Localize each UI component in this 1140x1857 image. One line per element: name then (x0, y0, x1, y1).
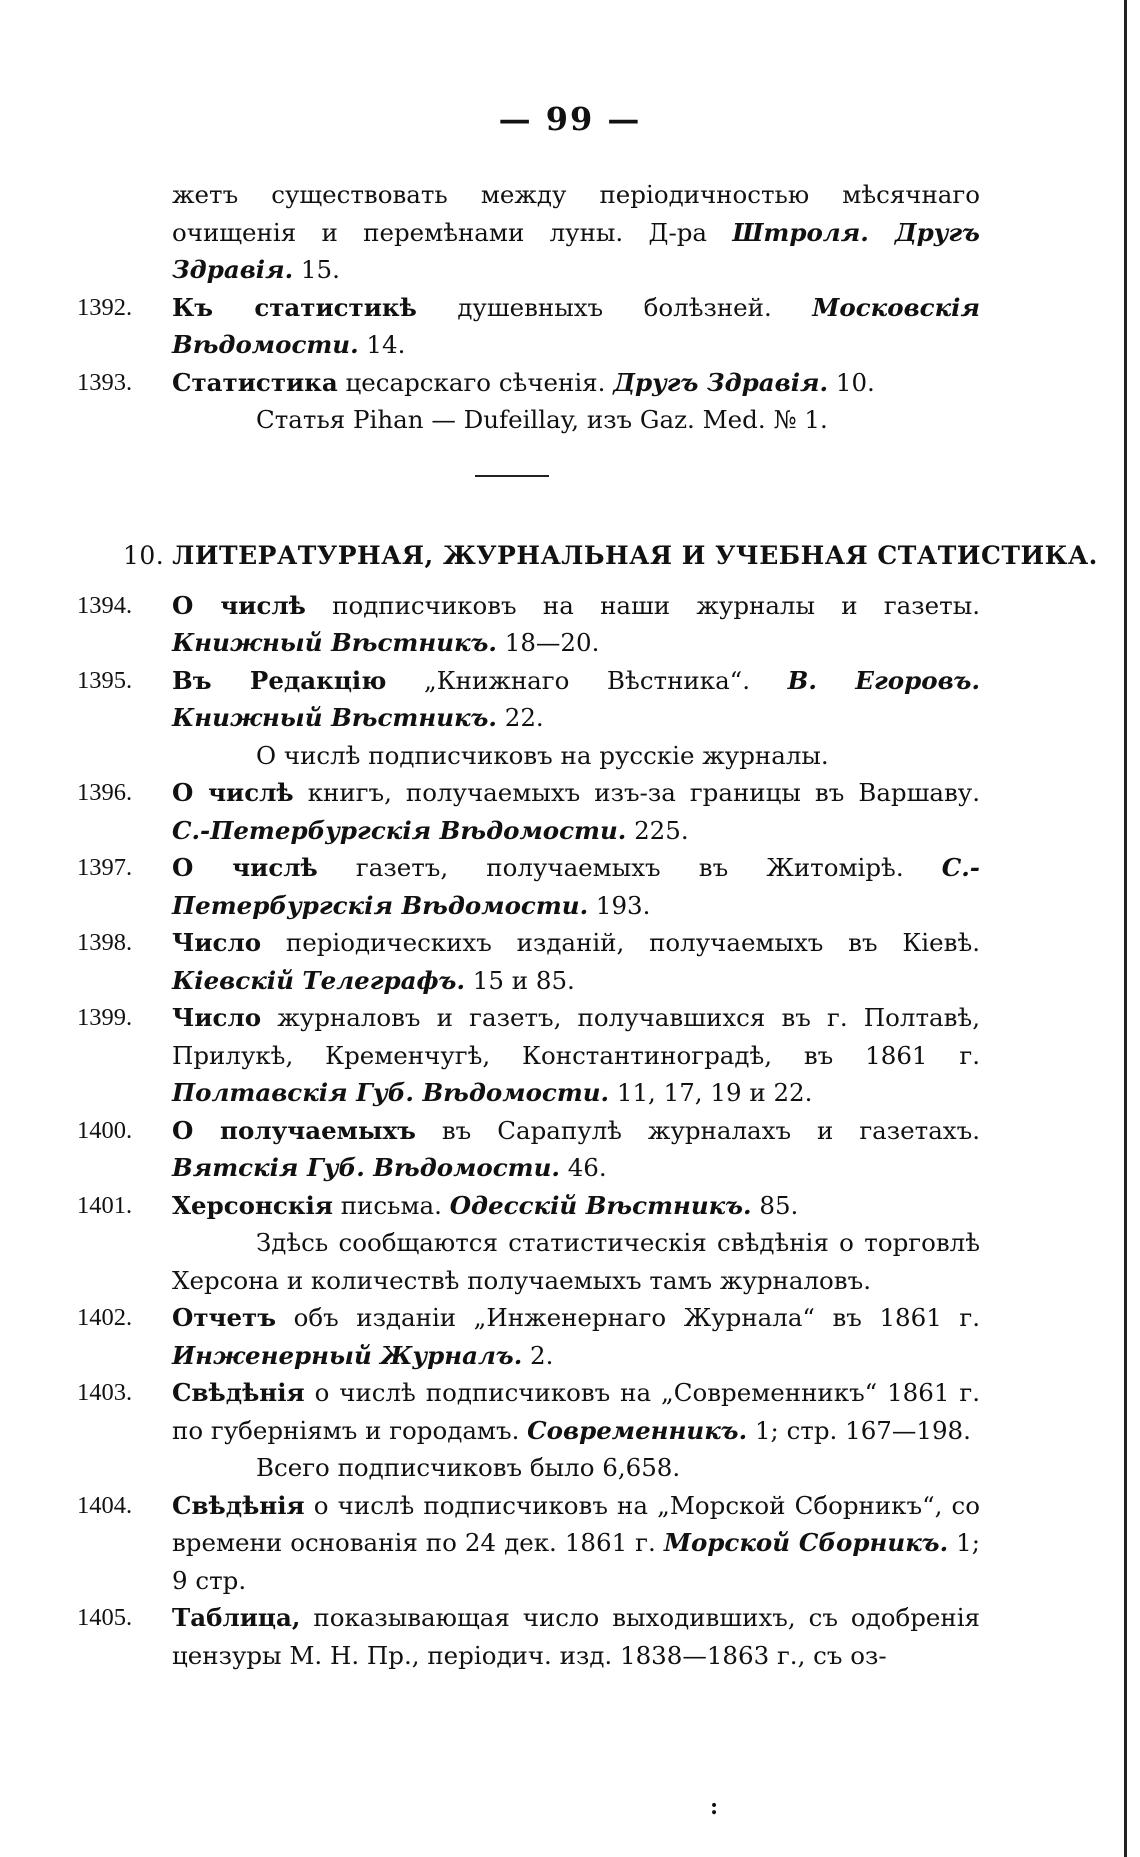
entry-body: объ изданіи „Инженернаго Журнала“ въ 1861 г. (276, 1303, 980, 1332)
entry-title: О числѣ (172, 590, 306, 620)
entry-title: О числѣ (172, 778, 294, 807)
entry-title: Къ статистикѣ (172, 292, 417, 322)
section-heading (123, 537, 1140, 575)
entry-tail: 193. (588, 890, 651, 920)
entry-source: С.-Петербургскія Вѣдомости. (172, 815, 627, 845)
entry-body: журналовъ и газетъ, получавшихся въ г. Полтавѣ, Прилукѣ, Кременчугѣ, Константиноградѣ, въ 1861 г. (172, 1003, 980, 1070)
heading-gap (0, 575, 1140, 587)
entry-source: Полтавскія Губ. Вѣдомости. (172, 1078, 610, 1107)
entry-number: 1399. (77, 1004, 133, 1031)
entry-title: Отчетъ (172, 1303, 277, 1332)
entry-1401 (0, 1187, 980, 1225)
entry-body: періодическихъ изданій, получаемыхъ въ Кіевѣ. (261, 928, 980, 957)
entry-1396 (0, 774, 980, 849)
entry-title: О получаемыхъ (172, 1115, 416, 1145)
entry-1394 (0, 587, 980, 662)
continuation-text: жетъ существовать между періодичностью мѣсячнаго очищенія и перемѣнами луны. Д-ра (172, 180, 980, 247)
entry-1395 (0, 662, 980, 737)
entry-source: Одесскій Вѣстникъ. (449, 1190, 752, 1220)
entry-source: В. Егоровъ. Книжный Вѣстникъ. (172, 665, 980, 732)
entry-body: „Книжнаго Вѣстника“. (386, 665, 788, 695)
entry-body: о числѣ подписчиковъ на „Современникъ“ 1861 г. по губерніямъ и городамъ. (172, 1378, 980, 1445)
section-title: ЛИТЕРАТУРНАЯ, ЖУРНАЛЬНАЯ И УЧЕБНАЯ СТАТИСТИКА. (172, 540, 1098, 570)
entry-1400 (0, 1112, 980, 1187)
entry-1405 (0, 1599, 980, 1674)
entry-1404 (0, 1487, 980, 1600)
entry-1398 (0, 924, 980, 999)
section-divider (475, 475, 549, 477)
section-number: 10. (123, 540, 165, 570)
entry-title: Херсонскія (172, 1190, 333, 1220)
entry-title: Въ Редакцію (172, 665, 387, 695)
entry-number: 1401. (77, 1191, 133, 1219)
continuation-source: Штроля. Другъ Здравія. (172, 217, 980, 284)
continuation-paragraph (0, 176, 980, 289)
entry-1399 (0, 999, 980, 1112)
entry-tail: 22. (496, 703, 544, 732)
entry-tail: 2. (522, 1340, 554, 1370)
entry-tail: 18—20. (496, 628, 600, 657)
entry-tail: 15 и 85. (464, 965, 575, 995)
entry-1397 (0, 849, 980, 924)
page-number: — 99 — (498, 100, 642, 138)
entry-title: Число (172, 928, 262, 957)
entry-source: Современникъ. (527, 1415, 748, 1445)
entry-1393 (0, 364, 980, 402)
entry-number: 1398. (77, 929, 133, 956)
entry-1402 (0, 1299, 980, 1374)
entry-tail: 1; 9 стр. (172, 1528, 980, 1595)
entry-tail: 46. (559, 1153, 607, 1182)
entry-number: 1393. (77, 368, 133, 396)
entry-number: 1402. (77, 1304, 133, 1331)
entry-number: 1404. (77, 1491, 133, 1519)
entry-tail: 10. (828, 367, 875, 397)
entry-body: душевныхъ болѣзней. (416, 292, 813, 322)
entry-body: газетъ, получаемыхъ въ Житомірѣ. (317, 853, 942, 882)
entry-body: въ Сарапулѣ журналахъ и газетахъ. (415, 1115, 980, 1145)
entry-1403-note: Всего подписчиковъ было 6,658. (256, 1453, 681, 1482)
entry-title: Свѣдѣнія (172, 1378, 305, 1407)
entry-tail: 11, 17, 19 и 22. (609, 1078, 813, 1107)
entry-1401-note: Здѣсь сообщаются статистическія свѣдѣнія о торговлѣ Херсона и количествѣ получаемыхъ тамъ журналовъ. (172, 1228, 980, 1295)
entry-body: показывающая число выходившихъ, съ одобренія цензуры М. Н. Пр., періодич. изд. 1838—1863 г., съ оз- (172, 1603, 980, 1670)
entry-1403 (0, 1374, 980, 1449)
entry-source: С.-Петербургскія Вѣдомости. (172, 853, 980, 920)
entry-tail: 14. (358, 330, 406, 359)
page-body (0, 176, 1140, 1674)
entry-body: цесарскаго сѣченія. (337, 367, 614, 397)
entry-1395-note: О числѣ подписчиковъ на русскіе журналы. (256, 740, 829, 770)
entry-number: 1403. (77, 1379, 133, 1406)
footer-mark: : (710, 1794, 719, 1820)
entry-body: подписчиковъ на наши журналы и газеты. (305, 590, 980, 620)
entry-1393-note: Статья Pihan — Dufeillay, изъ Gaz. Med. № 1. (256, 405, 828, 434)
entry-1392 (0, 289, 980, 364)
entry-number: 1396. (77, 779, 133, 806)
entry-number: 1395. (77, 666, 133, 694)
entry-tail: 85. (751, 1190, 799, 1220)
entry-source: Книжный Вѣстникъ. (172, 628, 497, 657)
entry-number: 1405. (77, 1604, 133, 1631)
entry-number: 1397. (77, 854, 133, 881)
entry-title: Свѣдѣнія (172, 1490, 305, 1520)
entry-title: Число (172, 1003, 262, 1032)
entry-title: Таблица, (172, 1603, 301, 1632)
entry-source: Другъ Здравія. (613, 367, 829, 397)
entry-number: 1392. (77, 293, 133, 321)
entry-number: 1394. (77, 591, 133, 619)
entry-title: О числѣ (172, 853, 318, 882)
entry-source: Кіевскій Телеграфъ. (172, 965, 465, 995)
entry-source: Морской Сборникъ. (663, 1528, 949, 1557)
entry-source: Вятскія Губ. Вѣдомости. (172, 1153, 560, 1182)
entry-body: письма. (332, 1190, 450, 1220)
entry-number: 1400. (77, 1116, 133, 1144)
entry-title: Статистика (172, 367, 338, 397)
entry-source: Инженерный Журналъ. (172, 1340, 523, 1370)
entry-body: о числѣ подписчиковъ на „Морской Сборникъ“, со времени основанія по 24 дек. 1861 г. (172, 1490, 980, 1557)
entry-tail: 225. (626, 815, 689, 845)
entry-body: книгъ, получаемыхъ изъ-за границы въ Варшаву. (293, 778, 980, 807)
continuation-tail: 15. (293, 255, 340, 284)
entry-tail: 1; стр. 167—198. (747, 1415, 971, 1445)
entry-source: Московскія Вѣдомости. (172, 292, 980, 359)
